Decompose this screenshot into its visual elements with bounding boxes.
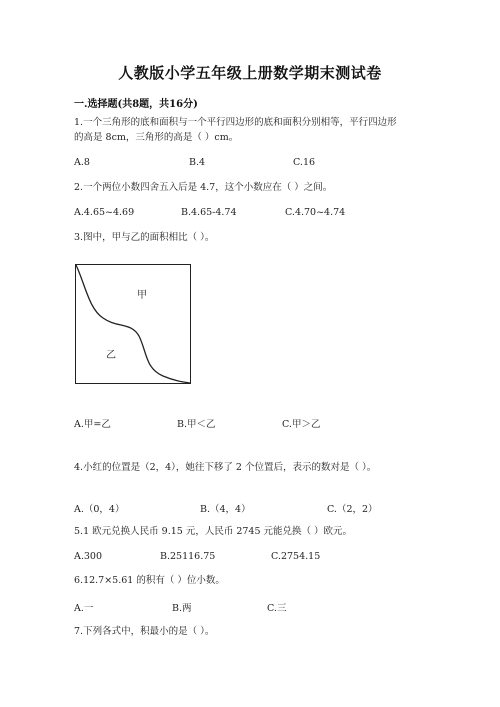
question-5-option-b[interactable]: B.25116.75 bbox=[160, 551, 216, 562]
page-title: 人教版小学五年级上册数学期末测试卷 bbox=[118, 64, 382, 82]
square-figure-svg bbox=[75, 264, 191, 384]
section-heading: 一.选择题(共8题，共16分) bbox=[74, 99, 198, 110]
question-3-option-c[interactable]: C.甲＞乙 bbox=[282, 419, 321, 430]
question-4-option-c[interactable]: C.（2，2） bbox=[327, 504, 378, 515]
question-6-option-a[interactable]: A.一 bbox=[74, 603, 94, 614]
question-6-option-b[interactable]: B.两 bbox=[172, 603, 192, 614]
question-1-option-b[interactable]: B.4 bbox=[189, 157, 206, 168]
question-5-option-a[interactable]: A.300 bbox=[74, 551, 103, 562]
dividing-curve bbox=[76, 265, 190, 383]
question-2-option-b[interactable]: B.4.65-4.74 bbox=[181, 207, 237, 218]
question-1-option-a[interactable]: A.8 bbox=[74, 157, 90, 168]
region-label-yi: 乙 bbox=[106, 350, 116, 361]
question-4-line-1: 4.小红的位置是（2，4），她往下移了 2 个位置后，表示的数对是（ ）。 bbox=[74, 462, 377, 473]
area-comparison-figure bbox=[75, 264, 191, 384]
question-2-option-a[interactable]: A.4.65~4.69 bbox=[74, 207, 135, 218]
question-3-option-a[interactable]: A.甲=乙 bbox=[74, 419, 111, 430]
question-7-line-1: 7.下列各式中，积最小的是（ ）。 bbox=[74, 626, 215, 637]
question-1-option-c[interactable]: C.16 bbox=[293, 157, 316, 168]
question-2-line-1: 2.一个两位小数四舍五入后是 4.7，这个小数应在（ ）之间。 bbox=[74, 182, 333, 193]
question-1-line-2: 的高是 8cm，三角形的高是（ ）cm。 bbox=[74, 132, 239, 143]
question-5-line-1: 5.1 欧元兑换人民币 9.15 元，人民币 2745 元能兑换（ ）欧元。 bbox=[74, 526, 353, 537]
question-3-option-b[interactable]: B.甲＜乙 bbox=[177, 419, 216, 430]
question-4-option-a[interactable]: A.（0，4） bbox=[74, 504, 125, 515]
question-3-line-1: 3.图中，甲与乙的面积相比（ ）。 bbox=[74, 232, 215, 243]
region-label-jia: 甲 bbox=[137, 290, 147, 301]
square-outline bbox=[76, 265, 191, 384]
question-6-line-1: 6.12.7×5.61 的积有（ ）位小数。 bbox=[74, 575, 225, 586]
question-5-option-c[interactable]: C.2754.15 bbox=[271, 551, 321, 562]
question-6-option-c[interactable]: C.三 bbox=[267, 603, 287, 614]
question-2-option-c[interactable]: C.4.70~4.74 bbox=[285, 207, 346, 218]
question-1-line-1: 1.一个三角形的底和面积与一个平行四边形的底和面积分别相等，平行四边形 bbox=[74, 117, 397, 128]
question-4-option-b[interactable]: B.（4，4） bbox=[200, 504, 251, 515]
